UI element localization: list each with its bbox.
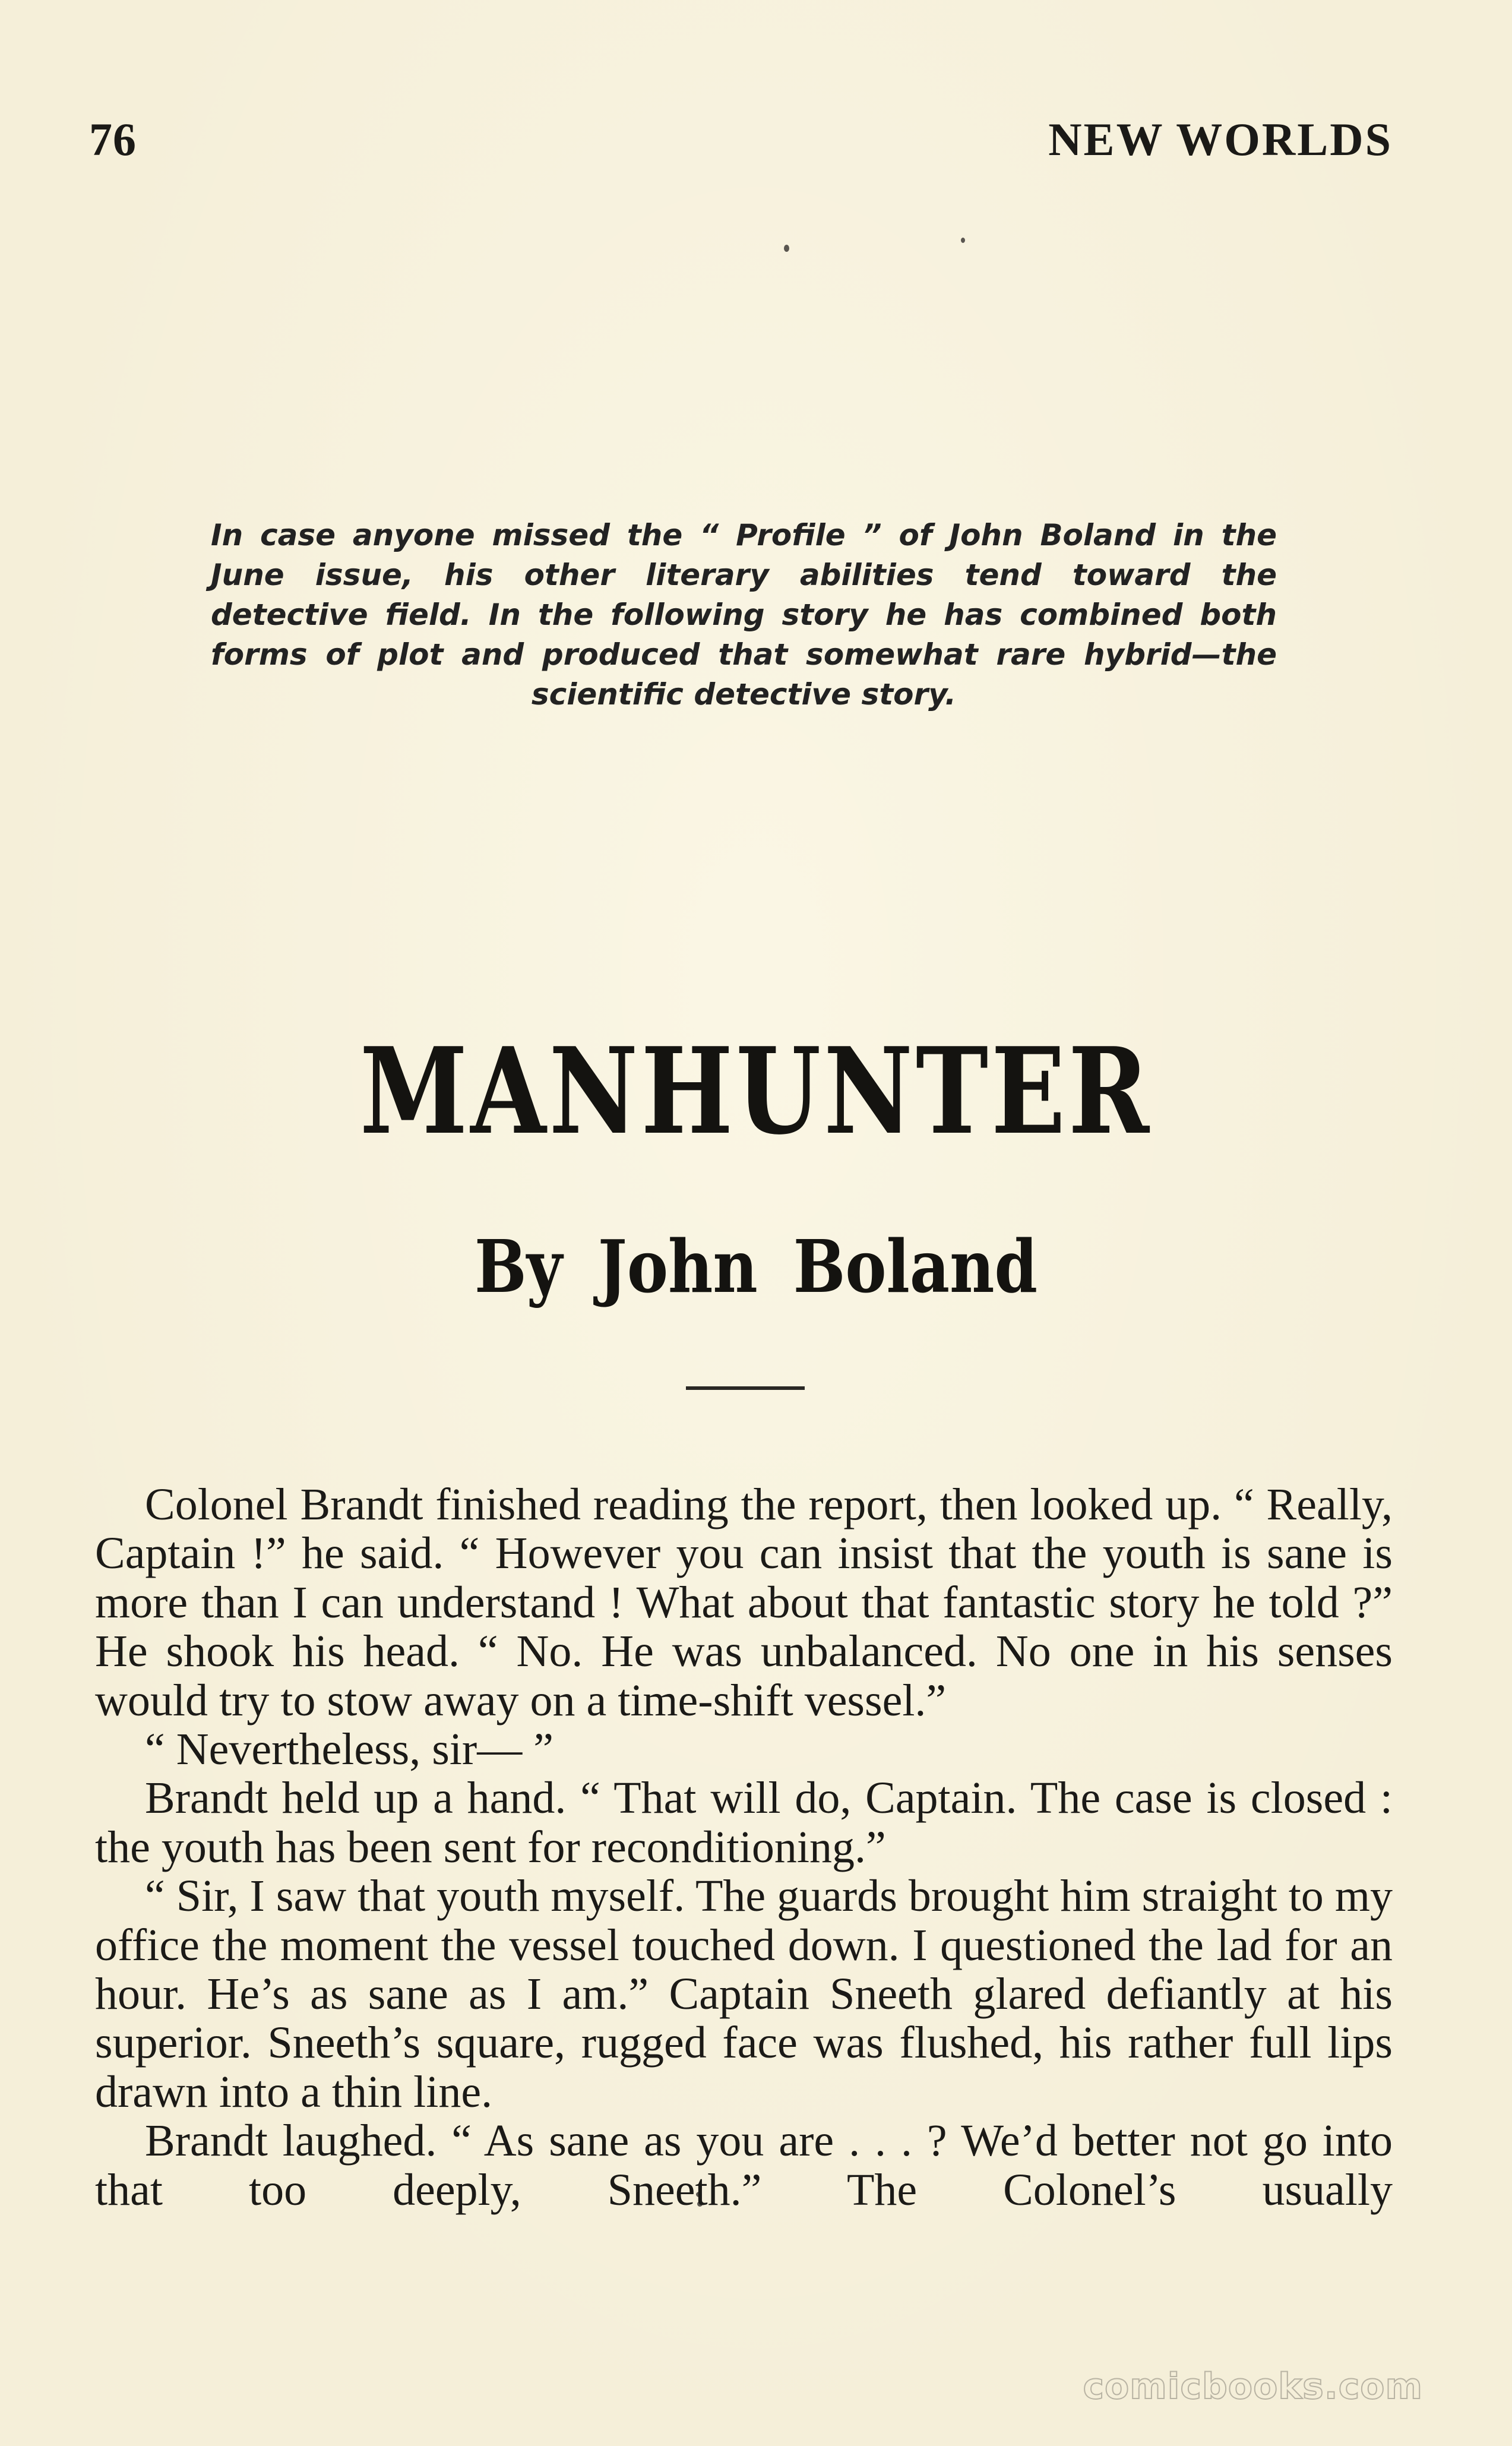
story-paragraph: “ Sir, I saw that youth myself. The guards brought him straight to my office the moment the vessel touched down. I questioned the lad for an hour. He’s as sane as I am.” Captain Sneeth glared defiantly at his superior. Sneeth’s square, rugged face was flushed, his rather full lips drawn into a thin line. [95, 1871, 1393, 2117]
story-paragraph: Colonel Brandt finished reading the report, then looked up. “ Really, Captain !” he said. “ However you can insist that the youth is sane is more than I can understand ! What about that fantastic story he told ?” He shook his head. “ No. He was unbalanced. No one in his senses would try to stow away on a time-shift vessel.” [95, 1480, 1393, 1726]
story-body [95, 1480, 1393, 2214]
story-title: MANHUNTER [359, 1022, 1153, 1161]
print-speck [784, 245, 789, 252]
watermark: comicbooks.com [1083, 2366, 1423, 2407]
running-head [89, 113, 1393, 172]
magazine-title: NEW WORLDS [1048, 113, 1393, 165]
print-speck [961, 238, 965, 243]
story-byline: By John Boland [474, 1224, 1038, 1309]
editorial-intro-note: In case anyone missed the “ Profile ” of John Boland in the June issue, his other literary abilities tend toward the detective field. In the following story he has combined both forms of plot and produced that somewhat rare hybrid—the scientific detective story. [211, 518, 1277, 712]
title-divider-rule [686, 1386, 805, 1390]
story-paragraph: Brandt held up a hand. “ That will do, Captain. The case is closed : the youth has been sent for reconditioning.” [95, 1773, 1393, 1872]
story-paragraph: “ Nevertheless, sir— ” [145, 1724, 553, 1775]
story-paragraph: Brandt laughed. “ As sane as you are . . . ? We’d better not go into that too deeply, Sneeth.” The Colonel’s usually [95, 2116, 1393, 2215]
page-number: 76 [89, 113, 137, 165]
